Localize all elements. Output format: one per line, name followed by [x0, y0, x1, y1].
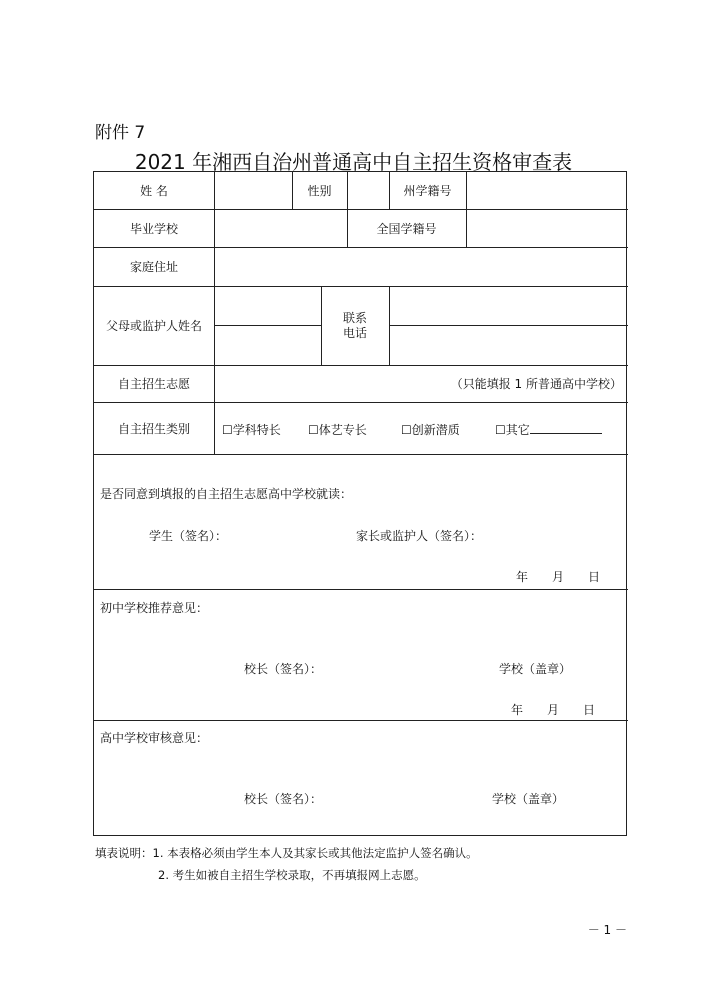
- middle-school-date: 年 月 日: [511, 703, 596, 717]
- category-option-other[interactable]: [495, 421, 602, 438]
- category-option-innovation[interactable]: ☐创新潜质: [401, 423, 460, 437]
- high-principal-signature-label: 校长（签名）：: [244, 792, 323, 806]
- school-field[interactable]: [214, 209, 347, 247]
- note-item-1: 1. 本表格必须由学生本人及其家长或其他法定监护人签名确认。: [152, 846, 478, 860]
- row-divider: [94, 589, 628, 590]
- national-id-label: 全国学籍号: [376, 221, 437, 236]
- other-blank-line[interactable]: [530, 422, 602, 434]
- category-option-arts-sports[interactable]: ☐体艺专长: [308, 423, 367, 437]
- student-signature-label: 学生（签名）：: [149, 529, 228, 543]
- row-divider: [94, 720, 628, 721]
- address-label: 家庭住址: [129, 260, 178, 274]
- school-label: 毕业学校: [129, 221, 178, 236]
- form-notes: [95, 845, 478, 861]
- phone-label-line-1: 联系: [342, 310, 367, 325]
- middle-school-seal-label: 学校（盖章）: [499, 662, 572, 676]
- state-id-label: 州学籍号: [403, 184, 452, 198]
- review-form: [93, 171, 627, 836]
- guardian-label: 父母或监护人姓名: [105, 319, 202, 333]
- notes-prefix: 填表说明：: [95, 846, 153, 860]
- guardian-name-field-1[interactable]: [214, 286, 321, 325]
- page-number: － 1 －: [587, 923, 627, 937]
- name-label: 姓 名: [140, 184, 168, 198]
- wish-label: 自主招生志愿: [117, 377, 190, 391]
- middle-school-heading: 初中学校推荐意见：: [100, 601, 209, 615]
- gender-field[interactable]: [347, 172, 389, 209]
- wish-field[interactable]: [214, 365, 628, 402]
- row-divider: [94, 454, 628, 455]
- high-school-heading: 高中学校审核意见：: [100, 731, 209, 745]
- category-option-subject[interactable]: ☐学科特长: [222, 423, 281, 437]
- category-option-other-label: ☐其它: [495, 423, 530, 437]
- national-id-field[interactable]: [466, 209, 628, 247]
- high-school-seal-label: 学校（盖章）: [492, 792, 565, 806]
- wish-hint: （只能填报 1 所普通高中学校）: [450, 377, 622, 391]
- name-field[interactable]: [214, 172, 292, 209]
- gender-label: 性别: [307, 184, 332, 198]
- state-id-field[interactable]: [466, 172, 628, 209]
- consent-date: 年 月 日: [516, 570, 601, 584]
- phone-label: [321, 286, 389, 365]
- phone-label-line-2: 电话: [342, 325, 367, 340]
- guardian-name-field-2[interactable]: [214, 325, 321, 365]
- address-field[interactable]: [214, 247, 628, 286]
- consent-question: 是否同意到填报的自主招生志愿高中学校就读：: [100, 487, 353, 501]
- category-label: 自主招生类别: [117, 421, 190, 436]
- note-item-2: 2. 考生如被自主招生学校录取，不再填报网上志愿。: [158, 868, 426, 882]
- phone-field-1[interactable]: [389, 286, 628, 325]
- parent-signature-label: 家长或监护人（签名）：: [356, 529, 483, 543]
- middle-principal-signature-label: 校长（签名）：: [244, 662, 323, 676]
- page-title: 2021 年湘西自治州普通高中自主招生资格审查表: [134, 150, 573, 174]
- phone-field-2[interactable]: [389, 325, 628, 365]
- annex-label: 附件 7: [95, 123, 146, 143]
